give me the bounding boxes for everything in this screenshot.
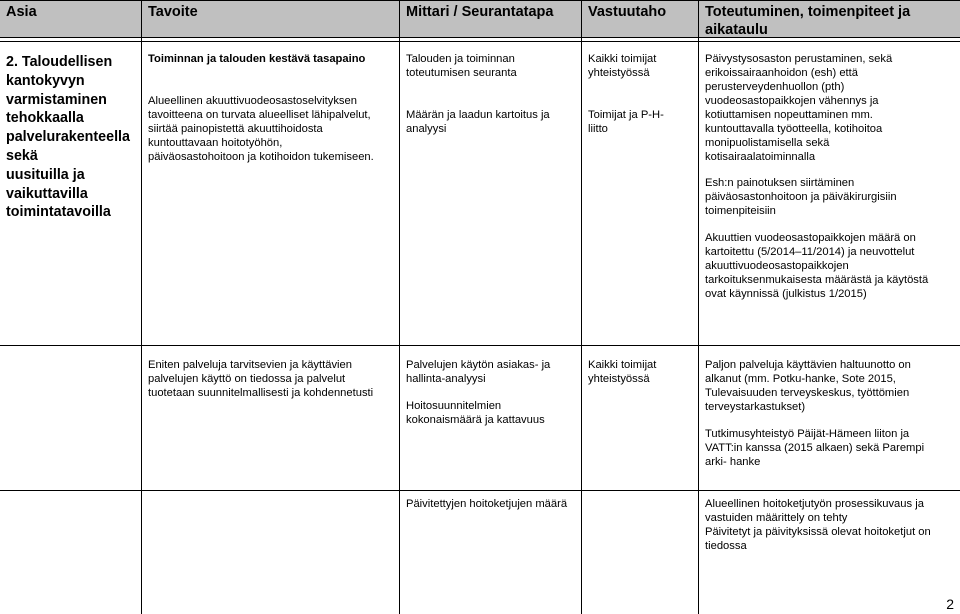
column-header-vastuutaho: Vastuutaho: [588, 4, 667, 20]
vastuutaho-text: Toimijat ja P-H- liitto: [588, 109, 664, 135]
column-header-toteutuminen: [705, 3, 910, 39]
row-divider: [0, 345, 960, 346]
row-divider: [0, 41, 960, 42]
column-header-asia: Asia: [6, 4, 37, 20]
toteutus-text: Tutkimusyhteistyö Päijät-Hämeen liiton ja VATT:in kanssa (2015 alkaen) sekä Parempi arki- hanke: [705, 428, 925, 468]
column-divider: [581, 0, 582, 614]
mittari-text: Talouden ja toiminnan toteutumisen seuranta: [406, 53, 517, 79]
mittari-text: Määrän ja laadun kartoitus ja analyysi: [406, 109, 550, 135]
toteutus-text: Paljon palveluja käyttävien haltuunotto on alkanut (mm. Potku-hanke, Sote 2015, Tulevaisuuden terveyskeskus, työttömien terveystarkastukset): [705, 359, 911, 413]
column-header-tavoite: Tavoite: [148, 4, 198, 20]
toteutus-text: Esh:n painotuksen siirtäminen päiväosastonhoitoon ja päiväkirurgisiin toimenpiteisiin: [705, 177, 897, 217]
column-header-toteutuminen-line1: Toteutuminen, toimenpiteet ja: [705, 4, 911, 20]
vastuutaho-text: Kaikki toimijat yhteistyössä: [588, 53, 657, 79]
column-header-toteutuminen-line2: aikataulu: [705, 22, 768, 38]
column-divider: [698, 0, 699, 614]
toteutus-text: Akuuttien vuodeosastopaikkojen määrä on kartoitettu (5/2014–11/2014) ja neuvottelut akuuttivuodeosastopaikkojen tarkoituksenmukaisesta määrästä ja käytöstä ovat käynnissä (julkistus 1/2015): [705, 232, 929, 300]
goal-cell: 2. Taloudellisen kantokyvyn varmistaminen tehokkaalla palvelurakenteella sekä uusituilla ja vaikuttavilla toimintatavoilla: [6, 54, 130, 221]
mittari-text: Hoitosuunnitelmien kokonaismäärä ja kattavuus: [406, 400, 545, 426]
column-divider: [141, 0, 142, 614]
mittari-text: Palvelujen käytön asiakas- ja hallinta-analyysi: [406, 359, 551, 385]
vastuutaho-text: Kaikki toimijat yhteistyössä: [588, 359, 657, 385]
mittari-text: Päivitettyjen hoitoketjujen määrä: [406, 498, 568, 510]
column-divider: [399, 0, 400, 614]
tavoite-text: Alueellinen akuuttivuodeosastoselvityksen tavoitteena on turvata alueelliset lähipalvelut, siirtää painopistettä akuuttihoidosta kuntouttavaan hoitotyöhön, päiväosastohoitoon ja kotihoidon tukemiseen.: [148, 95, 374, 163]
tavoite-title: Toiminnan ja talouden kestävä tasapaino: [148, 53, 366, 65]
column-header-mittari: Mittari / Seurantatapa: [406, 4, 554, 20]
toteutus-text: Päivystysosaston perustaminen, sekä erikoissairaanhoidon (esh) että perusterveydenhuollon (pth) vuodeosastopaikkojen vähennys ja kotiuttamisen nopeuttaminen mm. kuntouttavalla työotteella, kotihoitoa monipuolistamisella sekä kotisairaalatoiminnalla: [705, 53, 893, 163]
tavoite-text: Eniten palveluja tarvitsevien ja käyttävien palvelujen käyttö on tiedossa ja palvelut tuotetaan suunnitelmallisesti ja kohdennetusti: [148, 359, 374, 399]
page-number: 2: [946, 596, 954, 612]
toteutus-text: Alueellinen hoitoketjutyön prosessikuvaus ja vastuiden määrittely on tehty Päivitetyt ja päivityksissä olevat hoitoketjut on tiedossa: [705, 498, 931, 552]
row-divider: [0, 490, 960, 491]
header-top-border: [0, 0, 960, 1]
